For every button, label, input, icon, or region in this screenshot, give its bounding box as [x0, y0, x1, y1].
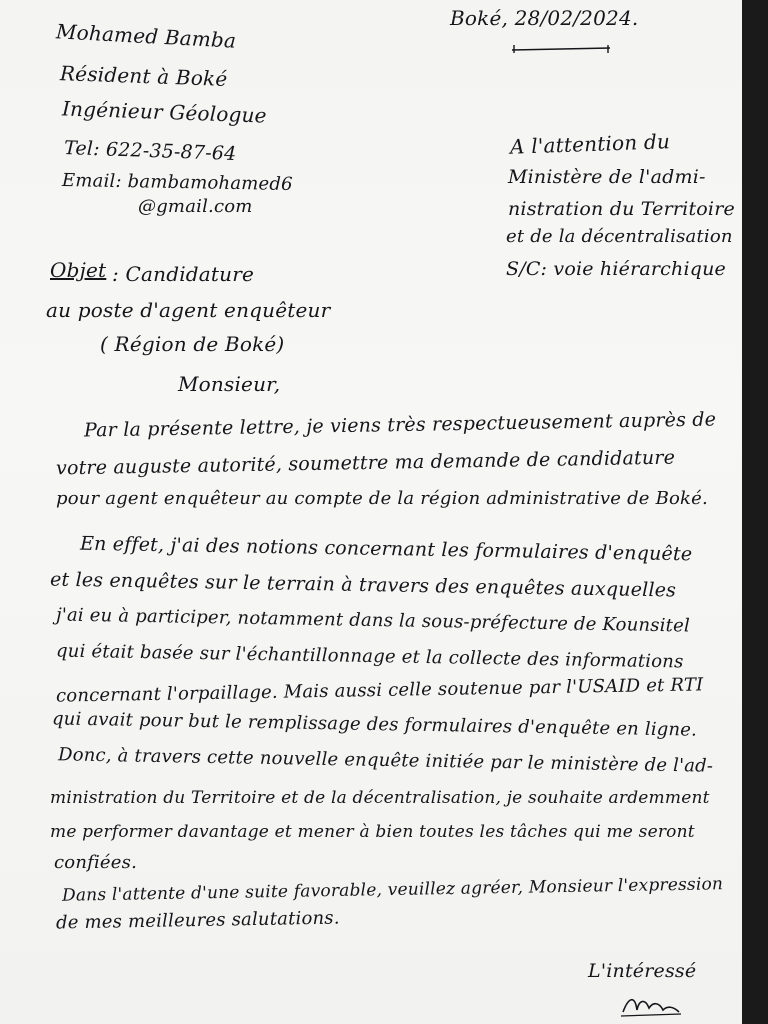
body-line: qui avait pour but le remplissage des formulaires d'enquête en ligne.	[51, 708, 698, 741]
sender-email: Email: bambamohamed6	[61, 169, 293, 196]
body-line: concernant l'orpaillage. Mais aussi celle soutenue par l'USAID et RTI	[55, 674, 704, 707]
body-line: ministration du Territoire et de la décentralisation, je souhaite ardemment	[50, 788, 710, 808]
salutation: Monsieur,	[178, 372, 281, 396]
closing: L'intéressé	[588, 960, 697, 982]
recipient-line-1: A l'attention du	[509, 129, 671, 159]
body-line: Donc, à travers cette nouvelle enquête initiée par le ministère de l'ad-	[57, 744, 714, 777]
body-line: Dans l'attente d'une suite favorable, veuillez agréer, Monsieur l'expression	[61, 874, 724, 906]
body-line: me performer davantage et mener à bien toutes les tâches qui me seront	[50, 822, 695, 842]
sender-tel: Tel: 622-35-87-64	[63, 136, 237, 166]
signature	[615, 990, 685, 1020]
sender-email-domain: @gmail.com	[138, 196, 253, 217]
sender-profession: Ingénieur Géologue	[61, 96, 268, 128]
object-label: Objet	[50, 258, 107, 282]
object-line-1: : Candidature	[112, 262, 255, 286]
body-line: de mes meilleures salutations.	[55, 907, 340, 934]
body-line: et les enquêtes sur le terrain à travers des enquêtes auxquelles	[49, 568, 677, 602]
body-line: confiées.	[54, 852, 137, 873]
sender-name: Mohamed Bamba	[55, 19, 237, 53]
recipient-line-3: nistration du Territoire	[508, 198, 735, 220]
sender-residence: Résident à Boké	[59, 61, 228, 91]
date-underline-mark	[510, 44, 614, 54]
body-line: votre auguste autorité, soumettre ma demande de candidature	[55, 446, 676, 480]
body-line: En effet, j'ai des notions concernant les formulaires d'enquête	[79, 532, 693, 566]
body-line: qui était basée sur l'échantillonnage et la collecte des informations	[55, 640, 684, 673]
recipient-line-2: Ministère de l'admi-	[508, 166, 706, 188]
body-line: Par la présente lettre, je viens très respectueusement auprès de	[83, 408, 717, 442]
recipient-line-5: S/C: voie hiérarchique	[506, 258, 726, 280]
body-line: j'ai eu à participer, notamment dans la sous-préfecture de Kounsitel	[55, 604, 691, 637]
recipient-line-4: et de la décentralisation	[506, 226, 733, 247]
object-line-2: au poste d'agent enquêteur	[46, 298, 331, 322]
date: Boké, 28/02/2024.	[450, 6, 639, 30]
body-line: pour agent enquêteur au compte de la région administrative de Boké.	[56, 488, 708, 509]
object-line-3: ( Région de Boké)	[100, 332, 285, 356]
